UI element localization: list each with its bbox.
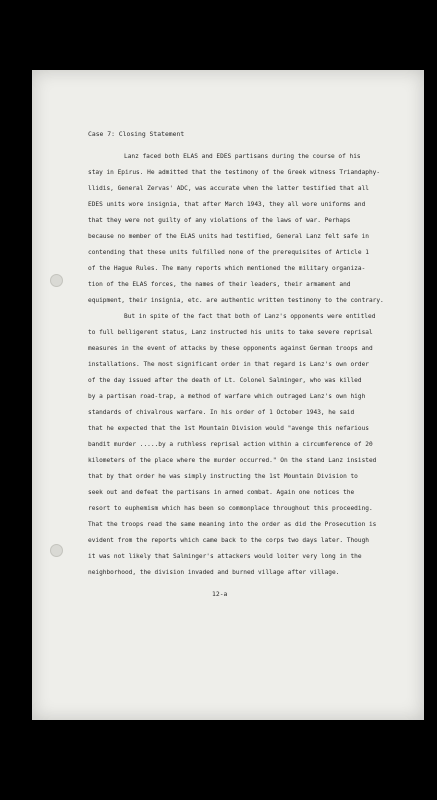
text-line: that by that order he was simply instructing the 1st Mountain Division to xyxy=(88,473,358,480)
page-number: 12-a xyxy=(212,590,228,598)
text-line: llidis, General Zervas' ADC, was accurate when the latter testified that all xyxy=(88,185,369,192)
document-heading: Case 7: Closing Statement xyxy=(88,130,185,138)
text-line: installations. The most significant order in that regard is Lanz's own order xyxy=(88,361,369,368)
punch-hole-bottom xyxy=(50,544,63,557)
punch-hole-top xyxy=(50,274,63,287)
text-line: equipment, their insignia, etc. are authentic written testimony to the contrary. xyxy=(88,297,384,304)
text-line: of the day issued after the death of Lt. Colonel Salminger, who was killed xyxy=(88,377,362,384)
text-line: bandit murder .....by a ruthless reprisal action within a circumference of 20 xyxy=(88,441,373,448)
text-line: kilometers of the place where the murder occurred." On the stand Lanz insisted xyxy=(88,457,377,464)
text-line: stay in Epirus. He admitted that the testimony of the Greek witness Triandaphy- xyxy=(88,169,381,176)
text-line: seek out and defeat the partisans in armed combat. Again one notices the xyxy=(88,489,355,496)
text-line: standards of chivalrous warfare. In his order of 1 October 1943, he said xyxy=(88,409,355,416)
text-line: resort to euphemism which has been so commonplace throughout this proceeding. xyxy=(88,505,373,512)
text-line: of the Hague Rules. The many reports which mentioned the military organiza- xyxy=(88,265,366,272)
text-line: that they were not guilty of any violations of the laws of war. Perhaps xyxy=(88,217,351,224)
text-line: it was not likely that Salminger's attackers would loiter very long in the xyxy=(88,553,362,560)
text-line: Lanz faced both ELAS and EDES partisans during the course of his xyxy=(124,153,361,160)
text-line: to full belligerent status, Lanz instructed his units to take severe reprisal xyxy=(88,329,373,336)
text-line: evident from the reports which came back to the corps two days later. Though xyxy=(88,537,369,544)
text-line: But in spite of the fact that both of Lanz's opponents were entitled xyxy=(124,313,376,320)
text-line: measures in the event of attacks by these opponents against German troops and xyxy=(88,345,373,352)
text-line: EDES units wore insignia, that after March 1943, they all wore uniforms and xyxy=(88,201,366,208)
text-line: That the troops read the same meaning into the order as did the Prosecution is xyxy=(88,521,377,528)
text-line: that he expected that the 1st Mountain Division would "avenge this nefarious xyxy=(88,425,369,432)
text-line: because no member of the ELAS units had testified, General Lanz felt safe in xyxy=(88,233,369,240)
text-line: contending that these units fulfilled none of the prerequisites of Article 1 xyxy=(88,249,369,256)
text-line: neighborhood, the division invaded and burned village after village. xyxy=(88,569,340,576)
text-line: tion of the ELAS forces, the names of their leaders, their armament and xyxy=(88,281,351,288)
text-line: by a partisan road-trap, a method of warfare which outraged Lanz's own high xyxy=(88,393,366,400)
